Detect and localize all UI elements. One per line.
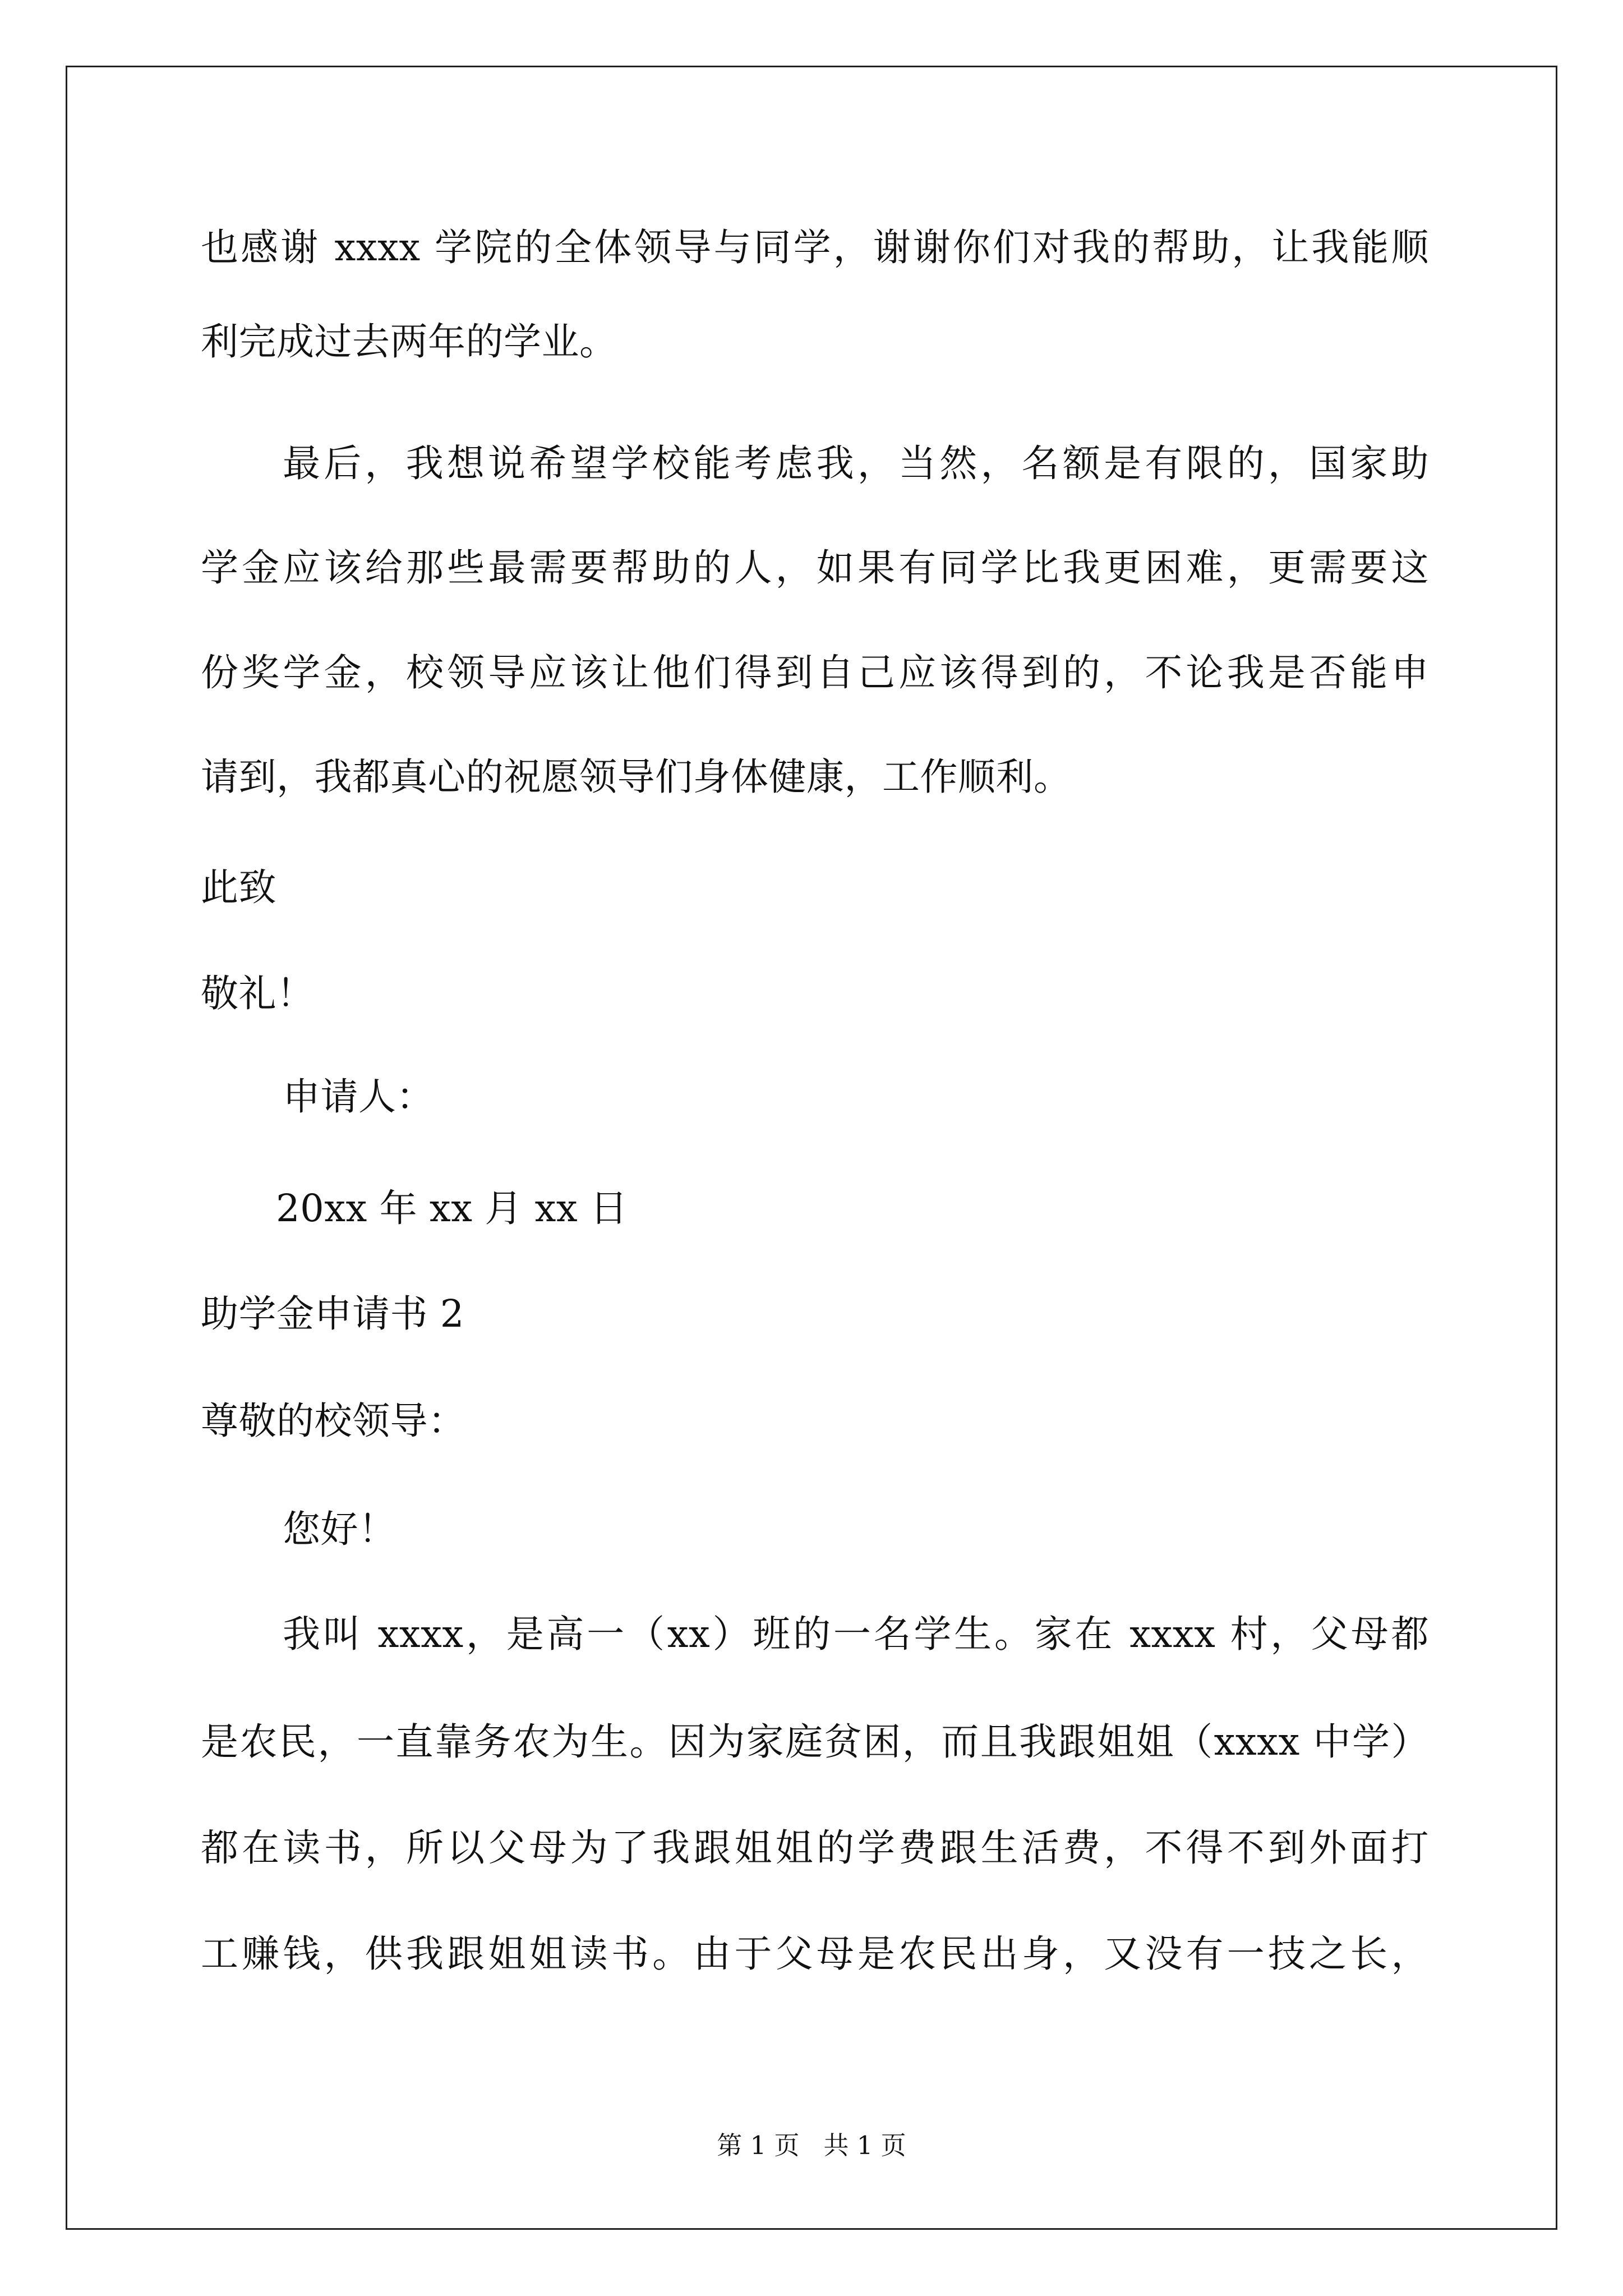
body-line: 份奖学金，校领导应该让他们得到自己应该得到的，不论我是否能申 [201, 651, 1429, 694]
body-line: 请到，我都真心的祝愿领导们身体健康，工作顺利。 [201, 755, 1072, 799]
body-line: 工赚钱，供我跟姐姐读书。由于父母是农民出身，又没有一技之长， [201, 1932, 1429, 1976]
body-line: 学金应该给那些最需要帮助的人，如果有同学比我更困难，更需要这 [201, 546, 1429, 590]
closing-regards: 敬礼！ [201, 972, 315, 1015]
section-heading: 助学金申请书 2 [201, 1292, 464, 1336]
body-line: 最后，我想说希望学校能考虑我，当然，名额是有限的，国家助 [283, 441, 1429, 485]
page-border [66, 66, 1557, 2230]
greeting: 您好！ [283, 1507, 396, 1551]
body-line: 是农民，一直靠务农为生。因为家庭贫困，而且我跟姐姐（xxxx 中学） [201, 1720, 1429, 1764]
body-line: 我叫 xxxx，是高一（xx）班的一名学生。家在 xxxx 村，父母都 [283, 1612, 1429, 1656]
date-line: 20xx 年 xx 月 xx 日 [276, 1186, 628, 1230]
body-line: 利完成过去两年的学业。 [201, 320, 617, 364]
body-line: 也感谢 xxxx 学院的全体领导与同学，谢谢你们对我的帮助，让我能顺 [201, 226, 1429, 269]
body-line: 都在读书，所以父母为了我跟姐姐的学费跟生活费，不得不到外面打 [201, 1826, 1429, 1870]
page-footer: 第 1 页 共 1 页 [717, 2131, 906, 2160]
greeting-recipient: 尊敬的校领导： [201, 1399, 466, 1443]
closing-salutation: 此致 [201, 866, 276, 909]
applicant-label: 申请人： [283, 1075, 434, 1119]
